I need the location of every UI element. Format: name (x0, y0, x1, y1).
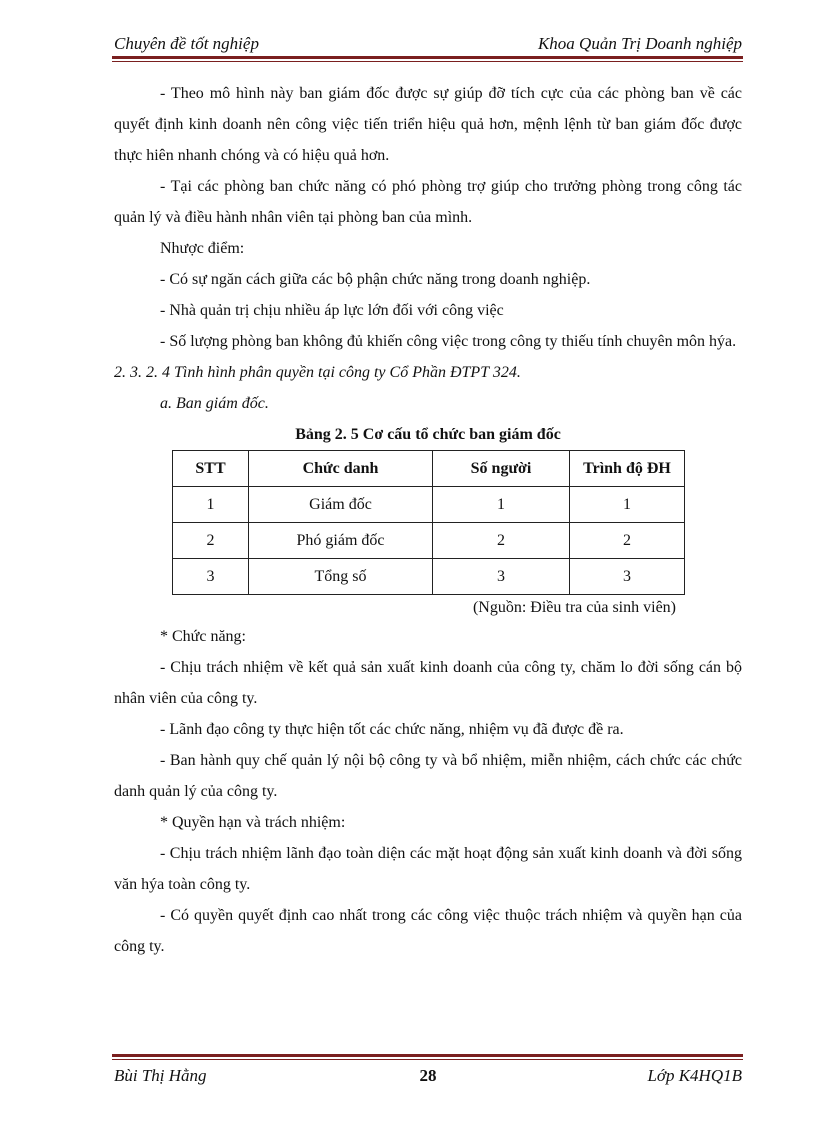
table-header-row (173, 451, 685, 487)
table-cell: 3 (433, 559, 570, 595)
col-header-count: Số người (433, 451, 570, 487)
paragraph: - Lãnh đạo công ty thực hiện tốt các chức năng, nhiệm vụ đã được đề ra. (160, 721, 624, 738)
paragraph: - Tại các phòng ban chức năng có phó phòng trợ giúp cho trưởng phòng trong công tác quản lý và điều hành nhân viên tại phòng ban của mình. (114, 178, 742, 226)
header-divider-thin (112, 61, 743, 62)
paragraph-heading: * Chức năng: (160, 628, 246, 645)
table-cell: Giám đốc (249, 487, 433, 523)
table-row (173, 559, 685, 595)
page-header (114, 28, 742, 58)
section-heading: 2. 3. 2. 4 Tình hình phân quyền tại công ty Cổ Phần ĐTPT 324. (114, 364, 521, 381)
table-cell: 3 (570, 559, 685, 595)
paragraph: - Theo mô hình này ban giám đốc được sự giúp đỡ tích cực của các phòng ban về các quyết định kinh doanh nên công việc tiến triển hiệu quả hơn, mệnh lệnh từ ban giám đốc được thực hiên nhanh chóng và có hiệu quả hơn. (114, 85, 742, 164)
col-header-title: Chức danh (249, 451, 433, 487)
board-structure-table (172, 450, 685, 595)
table-cell: 2 (433, 523, 570, 559)
page-number: 28 (419, 1066, 437, 1085)
table-source: (Nguồn: Điều tra của sinh viên) (472, 599, 676, 616)
table-cell: 1 (433, 487, 570, 523)
table-cell: Phó giám đốc (249, 523, 433, 559)
paragraph: - Chịu trách nhiệm về kết quả sản xuất kinh doanh của công ty, chăm lo đời sống cán bộ nhân viên của công ty. (114, 659, 742, 707)
table-cell: 3 (173, 559, 249, 595)
header-divider-thick (112, 56, 743, 59)
subsection-heading: a. Ban giám đốc. (160, 395, 269, 412)
paragraph-heading: * Quyền hạn và trách nhiệm: (160, 814, 346, 831)
table-cell: 1 (570, 487, 685, 523)
page-body (114, 78, 742, 962)
table-caption: Bảng 2. 5 Cơ cấu tổ chức ban giám đốc (295, 426, 561, 443)
table-cell: 1 (173, 487, 249, 523)
table-cell: 2 (173, 523, 249, 559)
paragraph: - Chịu trách nhiệm lãnh đạo toàn diện các mặt hoạt động sản xuất kinh doanh và đời sống văn hýa toàn công ty. (114, 845, 742, 893)
table-cell: Tổng số (249, 559, 433, 595)
table-row (173, 487, 685, 523)
paragraph: - Ban hành quy chế quản lý nội bộ công ty và bổ nhiệm, miễn nhiệm, cách chức các chức danh quản lý của công ty. (114, 752, 742, 800)
table-row (173, 523, 685, 559)
table-cell: 2 (570, 523, 685, 559)
paragraph: - Số lượng phòng ban không đủ khiến công việc trong công ty thiếu tính chuyên môn hýa. (160, 333, 737, 350)
footer-class: Lớp K4HQ1B (647, 1066, 742, 1085)
header-title-left: Chuyên đề tốt nghiệp (114, 34, 259, 53)
footer-divider-thin (112, 1059, 743, 1060)
col-header-degree: Trình độ ĐH (570, 451, 685, 487)
footer-divider-thick (112, 1054, 743, 1057)
paragraph: - Nhà quản trị chịu nhiều áp lực lớn đối với công việc (160, 302, 504, 319)
paragraph-heading: Nhược điểm: (160, 240, 245, 257)
paragraph: - Có sự ngăn cách giữa các bộ phận chức năng trong doanh nghiệp. (160, 271, 591, 288)
paragraph: - Có quyền quyết định cao nhất trong các công việc thuộc trách nhiệm và quyền hạn của công ty. (114, 907, 742, 955)
col-header-stt: STT (173, 451, 249, 487)
footer-author: Bùi Thị Hằng (114, 1066, 207, 1085)
header-title-right: Khoa Quản Trị Doanh nghiệp (537, 34, 742, 53)
